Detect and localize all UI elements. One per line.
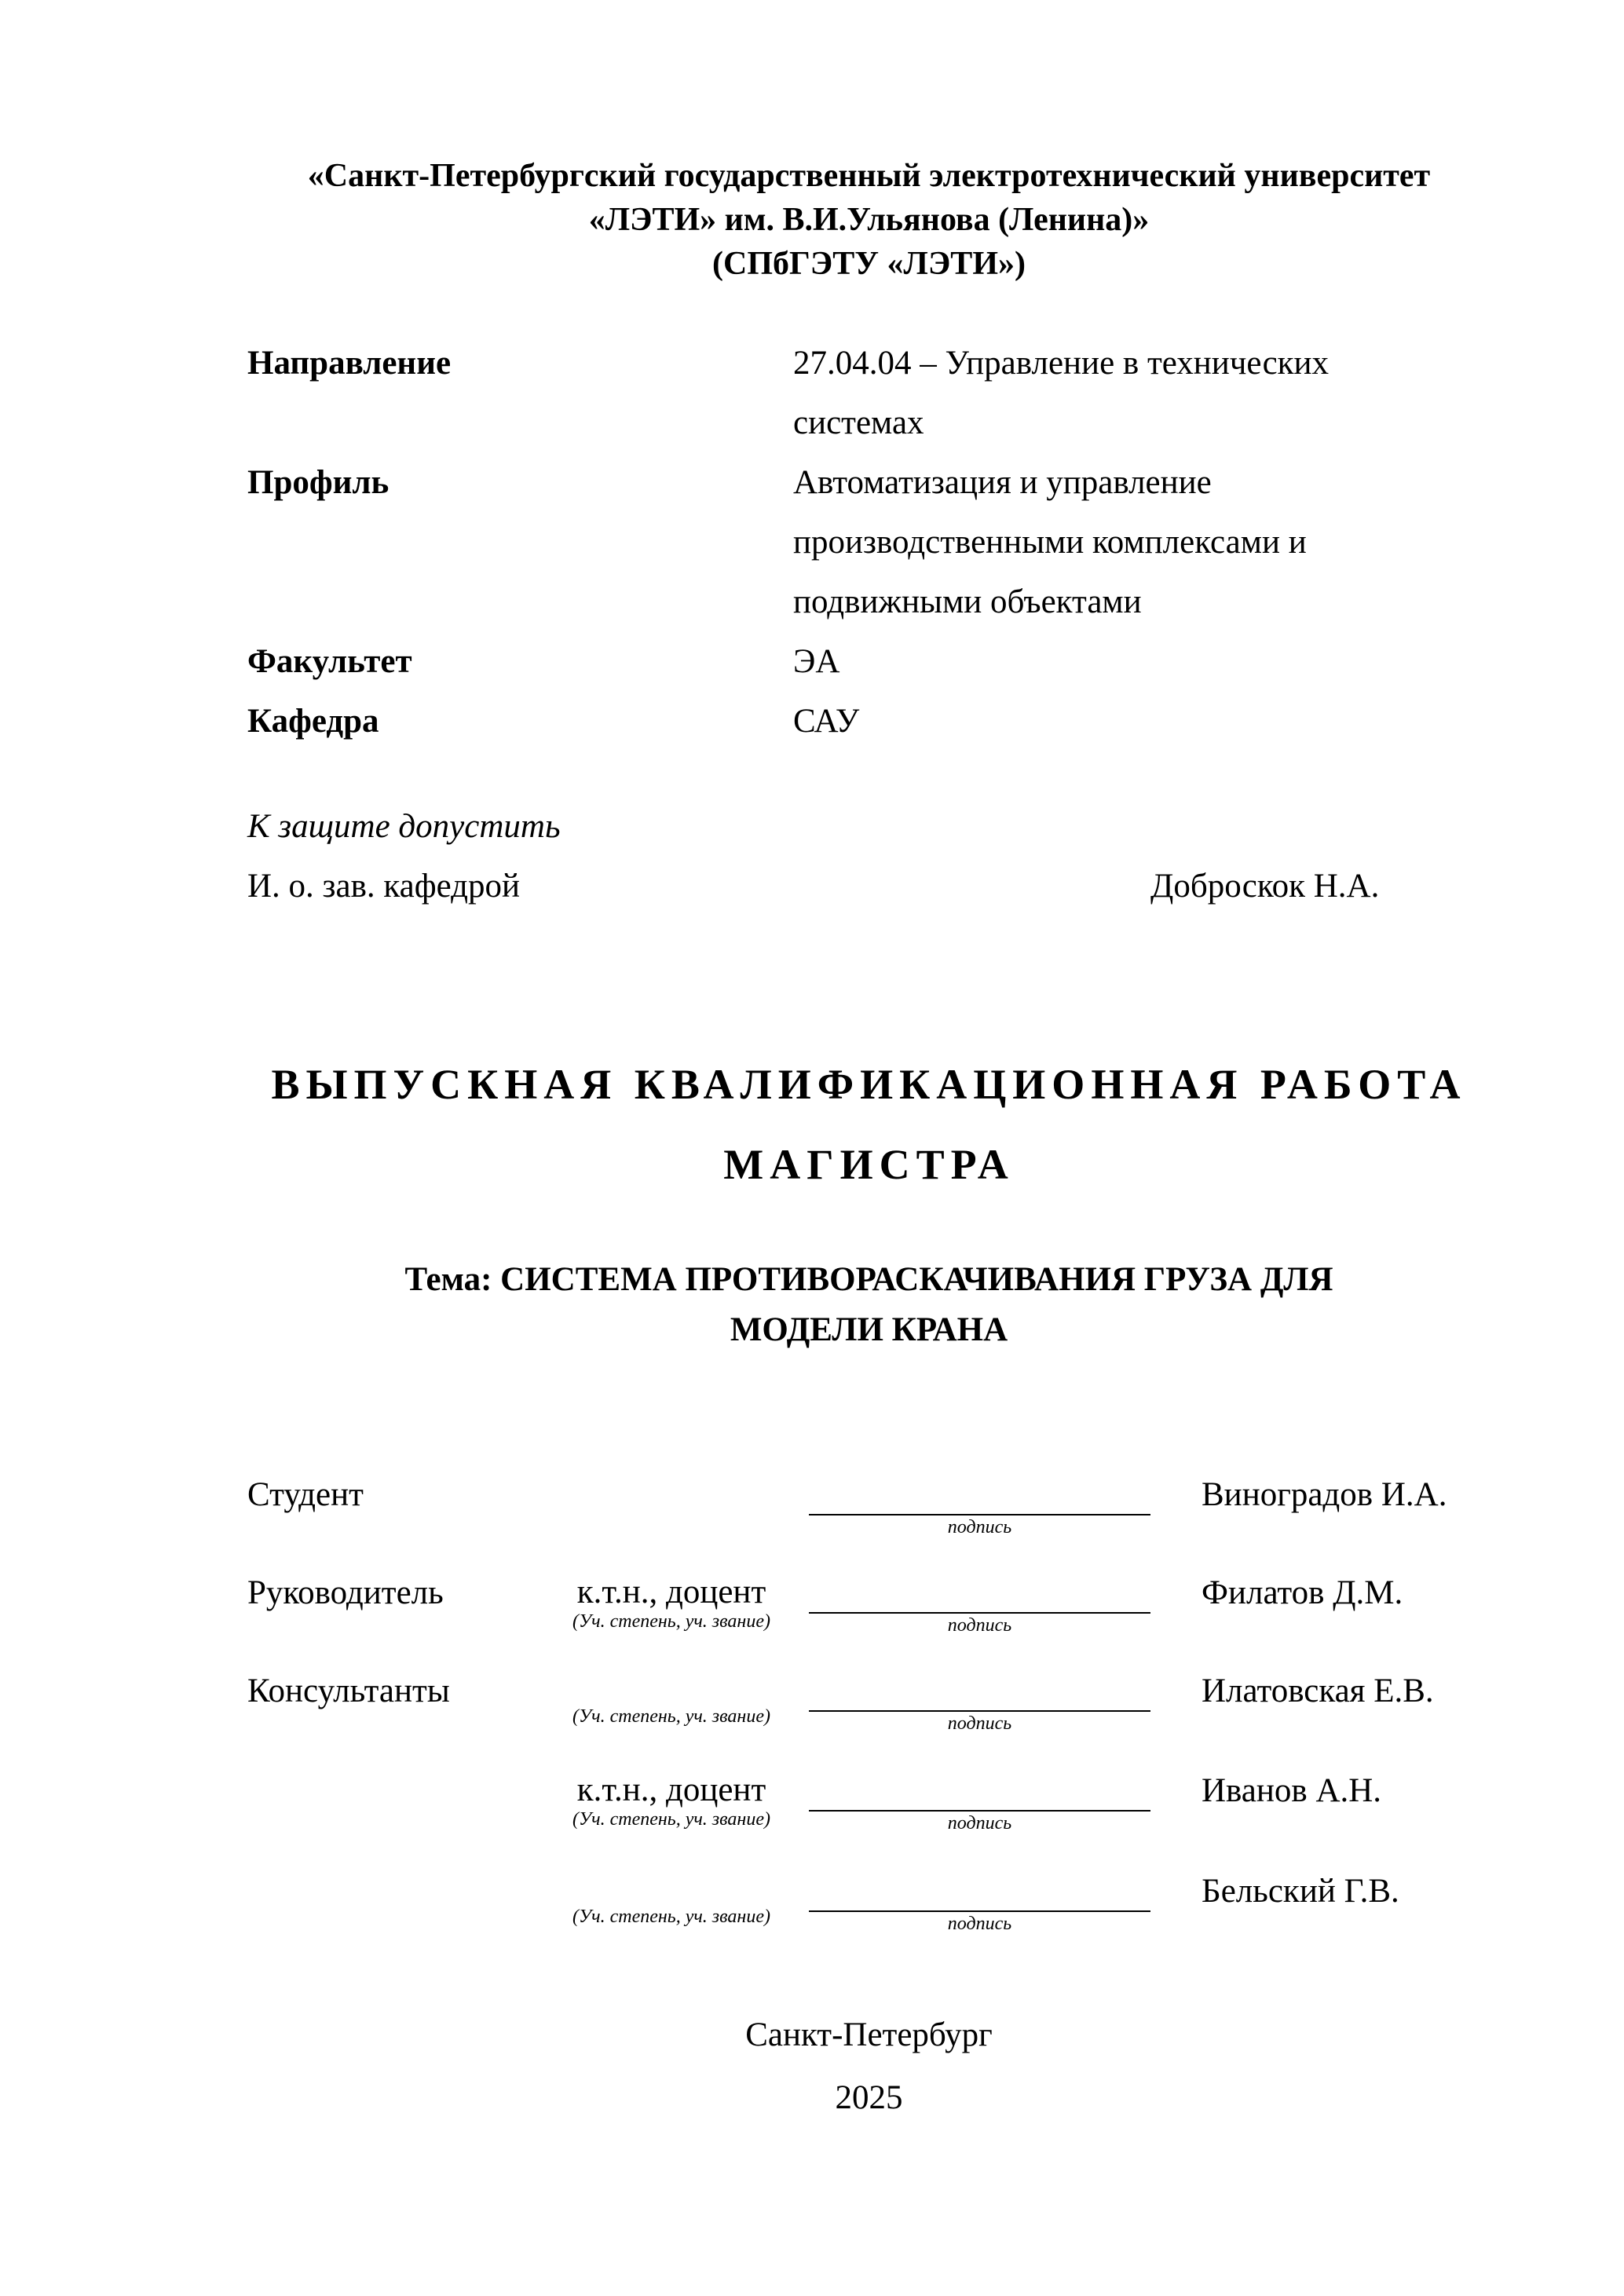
degree-caption: (Уч. степень, уч. звание) [572,1907,770,1927]
signature-row-supervisor [247,1574,1490,1669]
signature-caption: подпись [947,1517,1012,1537]
signature-line [809,1873,1150,1912]
field-row-profile [247,453,1490,632]
consultant-3-name: Бельский Г.В. [1202,1873,1399,1910]
signature-field-consultant-3 [809,1873,1150,1936]
consultant-1-name: Илатовская Е.В. [1202,1673,1434,1709]
field-label-faculty: Факультет [247,643,412,680]
university-header-line-1: «Санкт-Петербургский государственный электротехнический университет [307,158,1431,194]
admission-approver-title: И. о. зав. кафедрой [247,868,521,905]
footer-city: Санкт-Петербург [745,2016,993,2053]
signature-caption: подпись [947,1813,1012,1834]
signature-role-supervisor: Руководитель [247,1574,444,1611]
main-title-line-2: МАГИСТРА [723,1141,1015,1188]
field-value-profile-line-2: производственными комплексами и [793,524,1307,561]
degree-caption: (Уч. степень, уч. звание) [572,1611,770,1632]
main-title-line-1: ВЫПУСКНАЯ КВАЛИФИКАЦИОННАЯ РАБОТА [271,1061,1467,1108]
university-header-line-2: «ЛЭТИ» им. В.И.Ульянова (Ленина)» [588,202,1150,238]
supervisor-degree: к.т.н., доцент [576,1574,766,1610]
signature-row-consultant-3 [247,1873,1490,1967]
signature-field-consultant-1 [809,1673,1150,1735]
topic-line-1: Тема: СИСТЕМА ПРОТИВОРАСКАЧИВАНИЯ ГРУЗА ДЛЯ [404,1261,1333,1298]
signature-role-student: Студент [247,1476,364,1513]
signature-line [809,1574,1150,1614]
admission-statement: К защите допустить [247,808,561,845]
field-label-direction: Направление [247,345,452,382]
signature-role-consultants: Консультанты [247,1673,450,1709]
program-fields-section [247,334,1490,751]
field-value-direction [793,334,1453,453]
signature-field-student [809,1476,1150,1539]
university-header-line-3: (СПбГЭТУ «ЛЭТИ») [712,246,1026,282]
student-name: Виноградов И.А. [1202,1476,1447,1513]
field-value-department: САУ [793,703,860,740]
signature-caption: подпись [947,1713,1012,1734]
footer-year: 2025 [835,2079,903,2116]
degree-caption: (Уч. степень, уч. звание) [572,1706,770,1727]
field-value-direction-line-1: 27.04.04 – Управление в технических [793,345,1330,382]
signature-line [809,1673,1150,1712]
university-header [247,154,1490,286]
degree-caption: (Уч. степень, уч. звание) [572,1809,770,1830]
topic-title [247,1255,1490,1355]
field-label-department: Кафедра [247,703,379,740]
field-row-direction [247,334,1490,453]
footer [247,2004,1490,2130]
signature-row-consultant-1 [247,1673,1490,1767]
consultant-3-degree-block [546,1873,797,1928]
signature-caption: подпись [947,1914,1012,1934]
signature-field-consultant-2 [809,1772,1150,1835]
field-row-faculty [247,632,1490,692]
consultant-2-degree-block [546,1772,797,1830]
supervisor-name: Филатов Д.М. [1202,1574,1403,1611]
admission-approver-name: Доброскок Н.А. [1150,868,1380,905]
consultant-1-degree-block [546,1673,797,1727]
topic-line-2: МОДЕЛИ КРАНА [730,1311,1008,1348]
field-value-profile-line-1: Автоматизация и управление [793,464,1212,501]
main-title [247,1044,1490,1205]
signature-line [809,1772,1150,1812]
field-label-profile: Профиль [247,464,390,501]
field-row-department [247,692,1490,751]
field-value-profile-line-3: подвижными объектами [793,583,1142,620]
field-value-direction-line-2: системах [793,404,924,441]
field-value-profile [793,453,1453,632]
signature-caption: подпись [947,1615,1012,1636]
consultant-2-degree: к.т.н., доцент [576,1771,766,1808]
signature-field-supervisor [809,1574,1150,1637]
supervisor-degree-block [546,1574,797,1632]
signature-row-student [247,1476,1490,1570]
signature-row-consultant-2 [247,1772,1490,1866]
field-value-faculty: ЭА [793,643,840,680]
consultant-2-name: Иванов А.Н. [1202,1772,1382,1809]
admission-section [247,797,1490,916]
admission-approver-row [247,857,1490,916]
signature-line [809,1476,1150,1515]
